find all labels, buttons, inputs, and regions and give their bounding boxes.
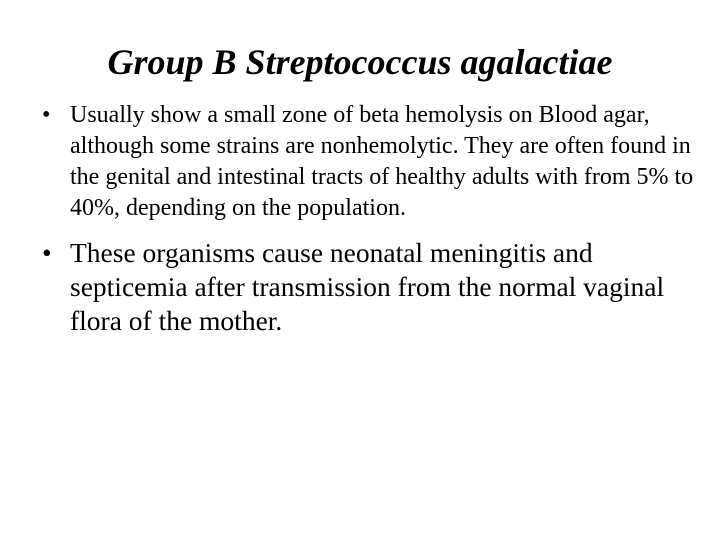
bullet-text: Usually show a small zone of beta hemolysis on Blood agar, although some strains are nonhemolytic. They are often found in the genital and intestinal tracts of healthy adults with from 5% to 40%, depending on the population. <box>70 102 694 221</box>
bullet-marker: • <box>42 237 52 268</box>
bullet-list <box>42 100 702 338</box>
bullet-item-hemolysis <box>42 100 702 224</box>
bullet-text: These organisms cause neonatal meningitis and septicemia after transmission from the normal vaginal flora of the mother. <box>70 237 665 336</box>
bullet-item-neonatal-meningitis <box>42 236 702 338</box>
slide-title: Group B Streptococcus agalactiae <box>107 42 613 82</box>
bullet-marker: • <box>42 102 51 128</box>
